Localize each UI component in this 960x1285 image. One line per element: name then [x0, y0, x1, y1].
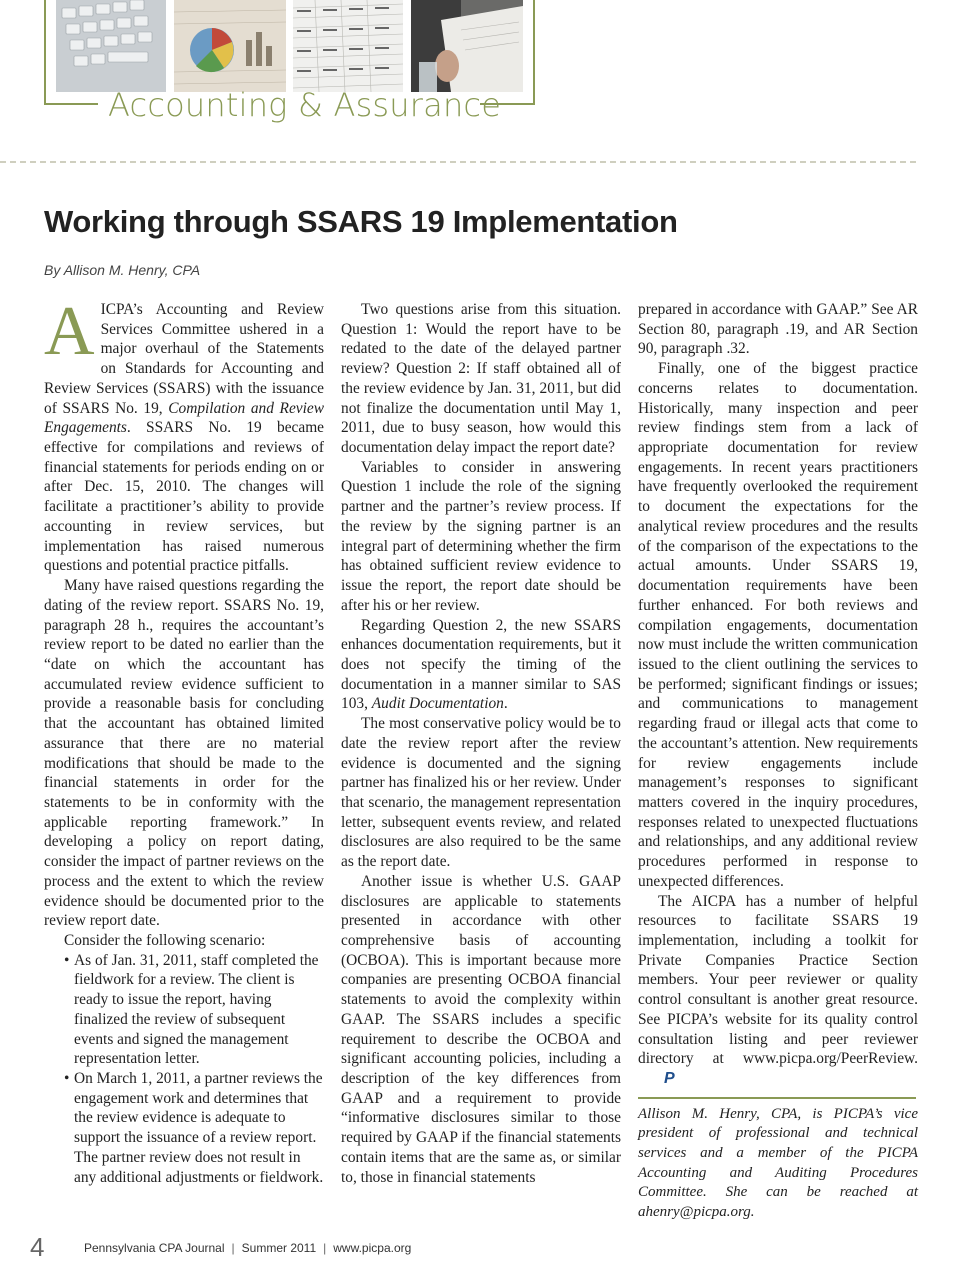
picpa-end-mark-icon: P [664, 1070, 675, 1088]
dashed-divider [0, 161, 916, 163]
banner-frame-bottom-left [44, 103, 98, 105]
article-byline: By Allison M. Henry, CPA [44, 262, 201, 278]
list-item: • As of Jan. 31, 2011, staff completed the fieldwork for a review. The client is ready to issue the report, having finalized the review of subsequent events and signed the management representation letter. [44, 951, 324, 1069]
paragraph: The most conservative policy would be to date the review report after the review evidence is documented and the signing partner has finalized his or her review. Under that scenario, the management representation letter, subsequent events review, and related disclosures are also required to be the same as the report date. [341, 715, 621, 871]
footer-site-link[interactable]: www.picpa.org [333, 1241, 412, 1255]
footer-journal: Pennsylvania CPA Journal [84, 1241, 225, 1255]
paragraph: AICPA’s Accounting and Review Services Committee ushered in a major overhaul of the Statements on Standards for Accounting and Review Services (SSARS) with the issuance of SSARS No. 19, Compilation and Review Engagements. SSARS No. 19 became effective for compilations and reviews of financial statements for periods ending on or after Dec. 15, 2010. The changes will facilitate a practitioner’s ability to provide accounting in review services, but implementation has raised numerous questions and potential practice pitfalls. [44, 293, 324, 575]
bio-divider [638, 1097, 916, 1099]
article-column-1 [44, 293, 324, 1187]
scenario-list [44, 951, 324, 1188]
article-title: Working through SSARS 19 Implementation [44, 204, 678, 239]
author-bio: Allison M. Henry, CPA, is PICPA’s vice president of professional and technical services and a member of the PICPA Accounting and Auditing Procedures Committee. She can be reached at ahenry@picpa.org. [638, 1105, 918, 1220]
page-number: 4 [30, 1232, 45, 1262]
paragraph: The AICPA has a number of helpful resources to facilitate SSARS 19 implementation, including a toolkit for Private Companies Practice Section members. Your peer reviewer or quality control consultant is another great resource. See PICPA’s website for its quality control consultation listing and peer reviewer directory at www.picpa.org/PeerReview.P [638, 892, 918, 1088]
section-title: Accounting & Assurance [108, 86, 502, 124]
footer-separator: | [323, 1241, 327, 1255]
spreadsheet-photo [293, 0, 403, 92]
footer-separator: | [231, 1241, 235, 1255]
keyboard-photo [56, 0, 166, 92]
banner-frame-right [533, 0, 535, 104]
paragraph: Another issue is whether U.S. GAAP disclosures are applicable to statements presented in accordance with other comprehensive basis of accounting (OCBOA). This is important because more companies are presenting OCBOA financial statements to avoid the complexity within GAAP. The SSARS includes a specific requirement to describe the OCBOA and significant accounting policies, including a description of the key differences from GAAP and a requirement to provide “informative disclosures similar to those required by GAAP if the financial statements contain items that are the same as, or similar to, those in financial statements [341, 872, 621, 1186]
list-item: • On March 1, 2011, a partner reviews the engagement work and determines that the review evidence is adequate to support the issuance of a review report. The partner review does not result in any additional adjustments or fieldwork. [44, 1069, 324, 1187]
footer-issue: Summer 2011 [241, 1241, 317, 1255]
document-reading-photo [411, 0, 523, 92]
banner-frame-left [44, 0, 46, 104]
paragraph: Regarding Question 2, the new SSARS enhances documentation requirements, but it does not specify the timing of the documentation in a manner similar to SAS 103, Audit Documentation. [341, 616, 621, 713]
footer [84, 1241, 411, 1255]
paragraph: prepared in accordance with GAAP.” See AR Section 80, paragraph .19, and AR Section 90, paragraph .32. [638, 301, 918, 358]
paragraph: Finally, one of the biggest practice concerns relates to documentation. Historically, many inspection and peer review findings stem from a lack of appropriate documentation for review engagements. In recent years practitioners have frequently overlooked the requirement to document the expectations for the analytical review procedures and the results of the comparison of the expectations to the actual amounts. Under SSARS 19, documentation requirements have been further enhanced. For both reviews and compilation engagements, documentation now must include the written communication issued to the client outlining the services to be performed; significant findings or issues; and communications to management regarding fraud or illegal acts that come to the accountant’s attention. New requirements for review engagements include management’s responses to significant matters covered in the inquiry procedures, responses related to unexpected fluctuations and relationships, and any additional review procedures performed in response to unexpected differences. [638, 360, 918, 890]
paragraph: Consider the following scenario: [64, 932, 266, 949]
article-column-2 [341, 300, 621, 1187]
paragraph: Many have raised questions regarding the dating of the review report. SSARS No. 19, paragraph 28 h., requires the accountant’s review report to be dated no earlier than the “date on which the accountant has accumulated review evidence sufficient to provide a reasonable basis for concluding that the accountant has obtained limited assurance that there are no material modifications that should be made to the financial statements in order for the statements to be in conformity with the applicable reporting framework.” In developing a policy on report dating, consider the impact of partner reviews on the process and the extent to which the review evidence should be documented prior to the review report date. [44, 577, 324, 930]
paragraph: Variables to consider in answering Question 1 include the role of the signing partner and the partner’s review process. If the review by the signing partner is an integral part of determining whether the firm has obtained sufficient review evidence to issue the report, the report date should be after his or her review. [341, 458, 621, 614]
drop-cap: A [44, 293, 95, 370]
pie-chart-photo [174, 0, 286, 92]
paragraph: Two questions arise from this situation. Question 1: Would the report have to be redated to the date of the delayed partner review? Question 2: If staff obtained all of the review evidence by Jan. 31, 2011, but did not finalize the documentation until May 1, 2011, due to busy season, how would this documentation delay impact the report date? [341, 301, 621, 457]
article-column-3 [638, 300, 918, 1222]
